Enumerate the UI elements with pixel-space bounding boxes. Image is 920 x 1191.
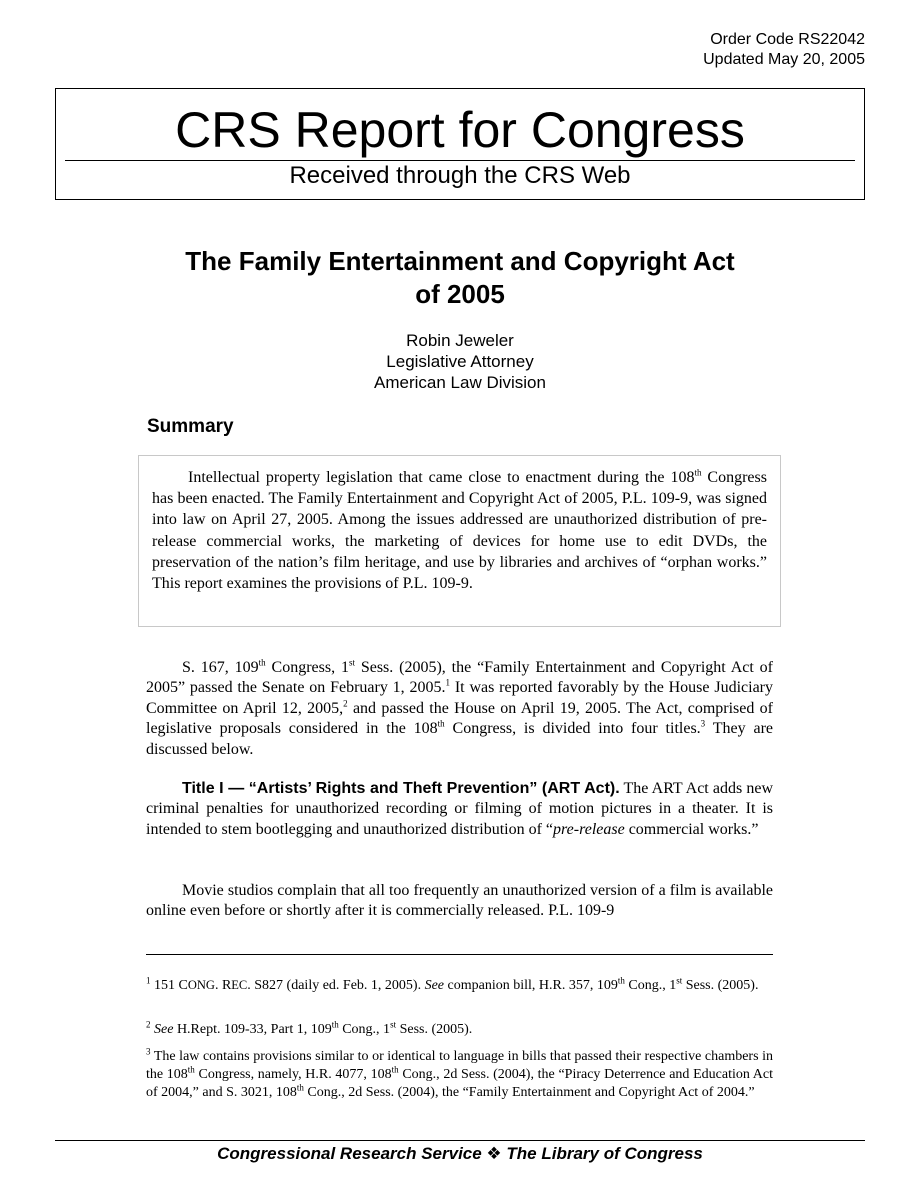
text-run: commercial works.” (624, 820, 759, 838)
text-run: Sess. (2005), the “Family Entertainment and Copyright Act of 2005” passed the Senate on February 1, 2005. (146, 659, 774, 697)
report-banner (55, 88, 865, 200)
footnote-number: 3 (146, 1046, 151, 1057)
body-paragraph-3: Movie studios complain that all too frequently an unauthorized version of a film is available online even before or shortly after it is commercially released. P.L. 109-9 (146, 882, 773, 920)
footer-library: The Library of Congress (506, 1144, 703, 1163)
summary-text-part: Intellectual property legislation that came close to enactment during the 108 (188, 469, 695, 486)
updated-date: Updated May 20, 2005 (703, 51, 865, 68)
footer-crs: Congressional Research Service (217, 1144, 482, 1163)
summary-text (152, 467, 767, 594)
superscript: th (258, 657, 266, 668)
text-run: Cong., 1 (624, 978, 677, 993)
author-block (140, 330, 780, 393)
text-run: Congress, 1 (265, 659, 349, 676)
banner-divider (65, 160, 855, 161)
small-caps-initial: R (221, 978, 232, 993)
author-division: American Law Division (374, 373, 546, 392)
footnote-number: 2 (146, 1019, 151, 1030)
footnote-divider (146, 954, 773, 955)
superscript: st (348, 657, 355, 668)
text-run: Congress, namely, H.R. 4077, 108 (194, 1067, 392, 1082)
title-line-1: The Family Entertainment and Copyright Act (185, 246, 735, 276)
text-run: companion bill, H.R. 357, 109 (444, 978, 618, 993)
text-run: Cong., 2d Sess. (2004), the “Family Entertainment and Copyright Act of 2004.” (303, 1085, 755, 1100)
footnote-ref-3[interactable]: 3 (700, 718, 706, 729)
text-run: It was reported favorably by the House Judiciary Committee on April 12, 2005, (146, 679, 773, 717)
text-run: 151 (150, 978, 179, 993)
footnote-2 (146, 1021, 773, 1039)
summary-text-part: Congress has been enacted. The Family Entertainment and Copyright Act of 2005, P.L. 109-9, was signed into law on April 27, 2005. Among the issues addressed are unauthorized distribution of pre-release commercial works, the marketing of devices for home use to edit DVDs, the preservation of the nation’s film heritage, and use by libraries and archives of “orphan works.” This report examines the provisions of P.L. 109-9. (152, 469, 767, 593)
summary-box (138, 455, 781, 627)
text-run: S. 167, 109 (182, 659, 259, 676)
superscript: th (437, 718, 445, 729)
text-run: The ART Act adds new criminal penalties for unauthorized recording or filming of motion pictures in a theater. It is intended to stem bootlegging and unauthorized distribution of “ (146, 780, 773, 838)
text-run: . (214, 978, 222, 993)
order-info (703, 30, 865, 70)
summary-heading: Summary (147, 416, 234, 437)
text-run: and passed the House on April 19, 2005. The Act, comprised of legislative proposals considered in the 108 (146, 699, 773, 738)
superscript: st (390, 1019, 397, 1030)
small-caps-initial: C (178, 978, 188, 993)
small-caps-text: ONG (187, 978, 215, 992)
superscript: th (617, 975, 625, 986)
page-footer (55, 1143, 865, 1164)
section-heading-title-1: Title I — “Artists’ Rights and Theft Prevention” (ART Act). (182, 780, 620, 797)
footnote-3 (146, 1048, 773, 1102)
footnote-number: 1 (146, 975, 151, 986)
text-run: H.Rept. 109-33, Part 1, 109 (173, 1022, 332, 1037)
banner-title: CRS Report for Congress (175, 102, 745, 158)
footnote-1 (146, 976, 773, 995)
text-run: Sess. (2005). (396, 1022, 473, 1037)
document-title (140, 245, 780, 311)
author-name: Robin Jeweler (406, 331, 514, 350)
superscript: th (694, 467, 702, 478)
superscript: st (676, 975, 683, 986)
text-run: Congress, is divided into four titles. (444, 720, 701, 738)
superscript: th (296, 1082, 304, 1093)
text-run: They are discussed below. (146, 720, 773, 758)
text-run: The law contains provisions similar to or identical to language in bills that passed their respective chambers in the 108 (146, 1049, 773, 1082)
title-line-2: of 2005 (415, 279, 505, 309)
footnote-ref-2[interactable]: 2 (343, 698, 348, 709)
superscript: th (391, 1064, 399, 1075)
order-code: Order Code RS22042 (710, 31, 865, 48)
body-paragraph-2 (146, 779, 773, 840)
footnote-ref-1[interactable]: 1 (445, 678, 451, 689)
banner-subtitle: Received through the CRS Web (289, 162, 631, 189)
text-run: . S827 (daily ed. Feb. 1, 2005). (247, 978, 425, 993)
superscript: th (187, 1064, 195, 1075)
footer-divider (55, 1140, 865, 1141)
text-run: Sess. (2005). (682, 978, 759, 993)
text-run: Cong., 1 (338, 1022, 391, 1037)
emphasis-text: See (424, 978, 445, 993)
author-title: Legislative Attorney (386, 352, 534, 371)
text-run: Cong., 2d Sess. (2004), the “Piracy Deterrence and Education Act of 2004,” and S. 3021, 108 (146, 1067, 773, 1100)
small-caps-text: EC (231, 978, 248, 992)
emphasis-text: See (154, 1022, 174, 1037)
emphasis-text: pre-release (553, 820, 625, 838)
superscript: th (331, 1019, 339, 1030)
body-paragraph-1 (146, 658, 773, 760)
diamond-separator-icon: ❖ (481, 1144, 507, 1163)
